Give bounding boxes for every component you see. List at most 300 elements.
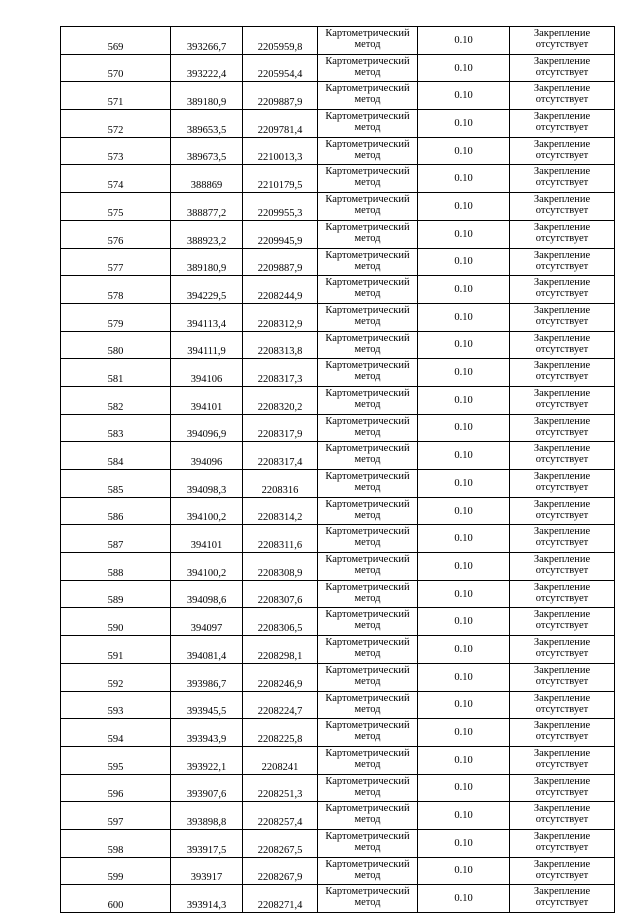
x-coordinate-cell: 394101 bbox=[171, 525, 243, 553]
method-line2: метод bbox=[354, 620, 381, 632]
fixation-cell bbox=[510, 359, 615, 387]
fix-line2: отсутствует bbox=[535, 371, 589, 383]
method-line1: Картометрический bbox=[325, 609, 410, 621]
method-line2: метод bbox=[354, 343, 381, 355]
fix-line2: отсутствует bbox=[535, 592, 589, 604]
method-line1: Картометрический bbox=[325, 775, 410, 787]
y-coordinate-cell: 2209887,9 bbox=[243, 82, 318, 110]
method-line2: метод bbox=[354, 482, 381, 493]
method-cell bbox=[318, 719, 418, 747]
method-cell bbox=[318, 636, 418, 664]
fix-line2: отсутствует bbox=[535, 758, 589, 770]
fixation-cell bbox=[510, 193, 615, 221]
accuracy-cell: 0.10 bbox=[418, 636, 510, 664]
table-row bbox=[61, 276, 615, 304]
table-row bbox=[61, 331, 615, 359]
fixation-cell bbox=[510, 165, 615, 193]
point-number-cell: 591 bbox=[61, 636, 171, 664]
point-number-cell: 597 bbox=[61, 802, 171, 830]
accuracy-cell: 0.10 bbox=[418, 857, 510, 885]
y-coordinate-cell: 2208311,6 bbox=[243, 525, 318, 553]
fixation-cell bbox=[510, 525, 615, 553]
table-row bbox=[61, 802, 615, 830]
method-cell bbox=[318, 165, 418, 193]
fix-line2: отсутствует bbox=[535, 814, 589, 826]
fix-line1: Закрепление bbox=[533, 387, 591, 399]
y-coordinate-cell: 2210179,5 bbox=[243, 165, 318, 193]
fix-line2: отсутствует bbox=[535, 703, 589, 715]
method-line2: метод bbox=[354, 94, 381, 106]
method-cell bbox=[318, 608, 418, 636]
table-row bbox=[61, 303, 615, 331]
fixation-cell bbox=[510, 580, 615, 608]
method-line1: Картометрический bbox=[325, 277, 410, 289]
point-number-cell: 571 bbox=[61, 82, 171, 110]
fixation-cell bbox=[510, 719, 615, 747]
y-coordinate-cell: 2208241 bbox=[243, 746, 318, 774]
x-coordinate-cell: 394098,6 bbox=[171, 580, 243, 608]
method-line2: метод bbox=[354, 288, 381, 300]
fix-line1: Закрепление bbox=[533, 526, 591, 538]
y-coordinate-cell: 2208312,9 bbox=[243, 303, 318, 331]
x-coordinate-cell: 393922,1 bbox=[171, 746, 243, 774]
y-coordinate-cell: 2208251,3 bbox=[243, 774, 318, 802]
y-coordinate-cell: 2209955,3 bbox=[243, 193, 318, 221]
fix-line1: Закрепление bbox=[533, 194, 591, 206]
fix-line1: Закрепление bbox=[533, 277, 591, 289]
table-row bbox=[61, 165, 615, 193]
point-number-cell: 570 bbox=[61, 54, 171, 82]
method-line1: Картометрический bbox=[325, 471, 410, 482]
method-line1: Картометрический bbox=[325, 194, 410, 206]
method-line1: Картометрический bbox=[325, 830, 410, 842]
fix-line2: отсутствует bbox=[535, 398, 589, 410]
method-line1: Картометрический bbox=[325, 747, 410, 759]
fixation-cell bbox=[510, 470, 615, 498]
fix-line1: Закрепление bbox=[533, 360, 591, 372]
fix-line1: Закрепление bbox=[533, 803, 591, 815]
table-row bbox=[61, 137, 615, 165]
method-line2: метод bbox=[354, 149, 381, 161]
table-row bbox=[61, 608, 615, 636]
accuracy-cell: 0.10 bbox=[418, 303, 510, 331]
fixation-cell bbox=[510, 386, 615, 414]
y-coordinate-cell: 2208267,9 bbox=[243, 857, 318, 885]
method-cell bbox=[318, 442, 418, 470]
point-number-cell: 592 bbox=[61, 663, 171, 691]
point-number-cell: 578 bbox=[61, 276, 171, 304]
accuracy-cell: 0.10 bbox=[418, 470, 510, 498]
x-coordinate-cell: 389180,9 bbox=[171, 248, 243, 276]
x-coordinate-cell: 389180,9 bbox=[171, 82, 243, 110]
fix-line1: Закрепление bbox=[533, 249, 591, 261]
fix-line1: Закрепление bbox=[533, 747, 591, 759]
table-row bbox=[61, 359, 615, 387]
fix-line2: отсутствует bbox=[535, 232, 589, 244]
method-cell bbox=[318, 829, 418, 857]
method-line1: Картометрический bbox=[325, 886, 410, 898]
method-line2: метод bbox=[354, 66, 381, 78]
fix-line2: отсутствует bbox=[535, 315, 589, 327]
method-line1: Картометрический bbox=[325, 221, 410, 233]
method-line1: Картометрический bbox=[325, 664, 410, 676]
table-row bbox=[61, 27, 615, 55]
method-cell bbox=[318, 663, 418, 691]
point-number-cell: 593 bbox=[61, 691, 171, 719]
method-cell bbox=[318, 386, 418, 414]
point-number-cell: 585 bbox=[61, 470, 171, 498]
x-coordinate-cell: 393917,5 bbox=[171, 829, 243, 857]
method-line2: метод bbox=[354, 869, 381, 881]
method-line1: Картометрический bbox=[325, 858, 410, 870]
fix-line1: Закрепление bbox=[533, 775, 591, 787]
method-cell bbox=[318, 497, 418, 525]
point-number-cell: 600 bbox=[61, 885, 171, 913]
accuracy-cell: 0.10 bbox=[418, 442, 510, 470]
fixation-cell bbox=[510, 663, 615, 691]
fix-line2: отсутствует bbox=[535, 675, 589, 687]
fix-line1: Закрепление bbox=[533, 581, 591, 593]
method-line1: Картометрический bbox=[325, 55, 410, 67]
method-line1: Картометрический bbox=[325, 554, 410, 566]
fix-line1: Закрепление bbox=[533, 55, 591, 67]
y-coordinate-cell: 2209781,4 bbox=[243, 110, 318, 138]
method-line1: Картометрический bbox=[325, 111, 410, 123]
method-line2: метод bbox=[354, 537, 381, 549]
fix-line1: Закрепление bbox=[533, 83, 591, 95]
method-line2: метод bbox=[354, 758, 381, 770]
method-line2: метод bbox=[354, 509, 381, 521]
fixation-cell bbox=[510, 276, 615, 304]
fix-line2: отсутствует bbox=[535, 731, 589, 743]
fix-line2: отсутствует bbox=[535, 177, 589, 189]
y-coordinate-cell: 2208317,4 bbox=[243, 442, 318, 470]
table-row bbox=[61, 248, 615, 276]
y-coordinate-cell: 2210013,3 bbox=[243, 137, 318, 165]
fixation-cell bbox=[510, 497, 615, 525]
fix-line1: Закрепление bbox=[533, 664, 591, 676]
point-number-cell: 579 bbox=[61, 303, 171, 331]
fix-line1: Закрепление bbox=[533, 609, 591, 621]
method-line2: метод bbox=[354, 814, 381, 826]
method-line2: метод bbox=[354, 426, 381, 438]
y-coordinate-cell: 2208307,6 bbox=[243, 580, 318, 608]
method-line2: метод bbox=[354, 841, 381, 853]
x-coordinate-cell: 388923,2 bbox=[171, 220, 243, 248]
method-line1: Картометрический bbox=[325, 720, 410, 732]
fix-line2: отсутствует bbox=[535, 620, 589, 632]
fix-line1: Закрепление bbox=[533, 554, 591, 566]
fix-line1: Закрепление bbox=[533, 221, 591, 233]
method-cell bbox=[318, 470, 418, 498]
method-cell bbox=[318, 303, 418, 331]
fixation-cell bbox=[510, 829, 615, 857]
method-line2: метод bbox=[354, 398, 381, 410]
x-coordinate-cell: 389673,5 bbox=[171, 137, 243, 165]
method-line2: метод bbox=[354, 122, 381, 134]
point-number-cell: 586 bbox=[61, 497, 171, 525]
table-row bbox=[61, 470, 615, 498]
accuracy-cell: 0.10 bbox=[418, 165, 510, 193]
table-row bbox=[61, 110, 615, 138]
method-line2: метод bbox=[354, 897, 381, 909]
table-row bbox=[61, 885, 615, 913]
fixation-cell bbox=[510, 553, 615, 581]
x-coordinate-cell: 394113,4 bbox=[171, 303, 243, 331]
table-row bbox=[61, 525, 615, 553]
accuracy-cell: 0.10 bbox=[418, 110, 510, 138]
accuracy-cell: 0.10 bbox=[418, 885, 510, 913]
fix-line2: отсутствует bbox=[535, 482, 589, 493]
fix-line1: Закрепление bbox=[533, 471, 591, 482]
table-row bbox=[61, 414, 615, 442]
point-number-cell: 580 bbox=[61, 331, 171, 359]
method-line1: Картометрический bbox=[325, 28, 410, 39]
fixation-cell bbox=[510, 885, 615, 913]
fix-line2: отсутствует bbox=[535, 260, 589, 272]
method-cell bbox=[318, 746, 418, 774]
method-line2: метод bbox=[354, 675, 381, 687]
method-cell bbox=[318, 359, 418, 387]
method-cell bbox=[318, 27, 418, 55]
y-coordinate-cell: 2205959,8 bbox=[243, 27, 318, 55]
method-line1: Картометрический bbox=[325, 166, 410, 178]
fix-line1: Закрепление bbox=[533, 332, 591, 344]
fix-line1: Закрепление bbox=[533, 304, 591, 316]
method-line1: Картометрический bbox=[325, 304, 410, 316]
fix-line1: Закрепление bbox=[533, 498, 591, 510]
point-number-cell: 572 bbox=[61, 110, 171, 138]
fixation-cell bbox=[510, 746, 615, 774]
table-row bbox=[61, 442, 615, 470]
point-number-cell: 581 bbox=[61, 359, 171, 387]
point-number-cell: 574 bbox=[61, 165, 171, 193]
y-coordinate-cell: 2208317,9 bbox=[243, 414, 318, 442]
fix-line2: отсутствует bbox=[535, 343, 589, 355]
method-cell bbox=[318, 331, 418, 359]
method-line1: Картометрический bbox=[325, 637, 410, 649]
method-line2: метод bbox=[354, 565, 381, 577]
fix-line2: отсутствует bbox=[535, 648, 589, 660]
method-cell bbox=[318, 802, 418, 830]
fixation-cell bbox=[510, 802, 615, 830]
fix-line1: Закрепление bbox=[533, 166, 591, 178]
point-number-cell: 598 bbox=[61, 829, 171, 857]
fixation-cell bbox=[510, 636, 615, 664]
fix-line1: Закрепление bbox=[533, 720, 591, 732]
y-coordinate-cell: 2205954,4 bbox=[243, 54, 318, 82]
y-coordinate-cell: 2208244,9 bbox=[243, 276, 318, 304]
fixation-cell bbox=[510, 608, 615, 636]
point-number-cell: 594 bbox=[61, 719, 171, 747]
table-row bbox=[61, 386, 615, 414]
accuracy-cell: 0.10 bbox=[418, 276, 510, 304]
method-line1: Картометрический bbox=[325, 803, 410, 815]
fixation-cell bbox=[510, 82, 615, 110]
table-row bbox=[61, 54, 615, 82]
y-coordinate-cell: 2208320,2 bbox=[243, 386, 318, 414]
fix-line2: отсутствует bbox=[535, 205, 589, 217]
y-coordinate-cell: 2208225,8 bbox=[243, 719, 318, 747]
fix-line2: отсутствует bbox=[535, 869, 589, 881]
method-line2: метод bbox=[354, 260, 381, 272]
method-cell bbox=[318, 54, 418, 82]
fixation-cell bbox=[510, 774, 615, 802]
x-coordinate-cell: 394100,2 bbox=[171, 553, 243, 581]
method-line2: метод bbox=[354, 786, 381, 798]
table-row bbox=[61, 663, 615, 691]
method-line2: метод bbox=[354, 592, 381, 604]
fix-line1: Закрепление bbox=[533, 637, 591, 649]
x-coordinate-cell: 393917 bbox=[171, 857, 243, 885]
x-coordinate-cell: 394096,9 bbox=[171, 414, 243, 442]
method-cell bbox=[318, 774, 418, 802]
fixation-cell bbox=[510, 442, 615, 470]
table-row bbox=[61, 774, 615, 802]
fixation-cell bbox=[510, 110, 615, 138]
method-cell bbox=[318, 137, 418, 165]
accuracy-cell: 0.10 bbox=[418, 82, 510, 110]
accuracy-cell: 0.10 bbox=[418, 386, 510, 414]
coordinates-table bbox=[60, 26, 615, 913]
x-coordinate-cell: 394111,9 bbox=[171, 331, 243, 359]
method-cell bbox=[318, 248, 418, 276]
method-line1: Картометрический bbox=[325, 581, 410, 593]
method-line1: Картометрический bbox=[325, 83, 410, 95]
table-row bbox=[61, 193, 615, 221]
method-line1: Картометрический bbox=[325, 443, 410, 455]
accuracy-cell: 0.10 bbox=[418, 553, 510, 581]
table-row bbox=[61, 857, 615, 885]
x-coordinate-cell: 393943,9 bbox=[171, 719, 243, 747]
table-row bbox=[61, 829, 615, 857]
method-cell bbox=[318, 82, 418, 110]
fix-line1: Закрепление bbox=[533, 28, 591, 39]
accuracy-cell: 0.10 bbox=[418, 137, 510, 165]
table-row bbox=[61, 636, 615, 664]
x-coordinate-cell: 393266,7 bbox=[171, 27, 243, 55]
fix-line2: отсутствует bbox=[535, 841, 589, 853]
point-number-cell: 583 bbox=[61, 414, 171, 442]
accuracy-cell: 0.10 bbox=[418, 27, 510, 55]
y-coordinate-cell: 2208306,5 bbox=[243, 608, 318, 636]
x-coordinate-cell: 394101 bbox=[171, 386, 243, 414]
fixation-cell bbox=[510, 331, 615, 359]
fixation-cell bbox=[510, 691, 615, 719]
point-number-cell: 576 bbox=[61, 220, 171, 248]
accuracy-cell: 0.10 bbox=[418, 719, 510, 747]
point-number-cell: 599 bbox=[61, 857, 171, 885]
fix-line1: Закрепление bbox=[533, 443, 591, 455]
method-line2: метод bbox=[354, 232, 381, 244]
fix-line1: Закрепление bbox=[533, 138, 591, 150]
method-line2: метод bbox=[354, 731, 381, 743]
point-number-cell: 584 bbox=[61, 442, 171, 470]
method-line2: метод bbox=[354, 703, 381, 715]
accuracy-cell: 0.10 bbox=[418, 414, 510, 442]
point-number-cell: 573 bbox=[61, 137, 171, 165]
method-line2: метод bbox=[354, 315, 381, 327]
method-cell bbox=[318, 525, 418, 553]
table-row bbox=[61, 746, 615, 774]
x-coordinate-cell: 394097 bbox=[171, 608, 243, 636]
y-coordinate-cell: 2208298,1 bbox=[243, 636, 318, 664]
fix-line2: отсутствует bbox=[535, 426, 589, 438]
x-coordinate-cell: 394081,4 bbox=[171, 636, 243, 664]
coordinates-table-body bbox=[61, 27, 615, 913]
fixation-cell bbox=[510, 27, 615, 55]
y-coordinate-cell: 2208246,9 bbox=[243, 663, 318, 691]
x-coordinate-cell: 394096 bbox=[171, 442, 243, 470]
method-line1: Картометрический bbox=[325, 415, 410, 427]
y-coordinate-cell: 2208317,3 bbox=[243, 359, 318, 387]
accuracy-cell: 0.10 bbox=[418, 248, 510, 276]
point-number-cell: 587 bbox=[61, 525, 171, 553]
y-coordinate-cell: 2208314,2 bbox=[243, 497, 318, 525]
table-row bbox=[61, 691, 615, 719]
fix-line2: отсутствует bbox=[535, 94, 589, 106]
method-cell bbox=[318, 691, 418, 719]
y-coordinate-cell: 2208313,8 bbox=[243, 331, 318, 359]
accuracy-cell: 0.10 bbox=[418, 331, 510, 359]
accuracy-cell: 0.10 bbox=[418, 54, 510, 82]
method-line1: Картометрический bbox=[325, 692, 410, 704]
x-coordinate-cell: 394229,5 bbox=[171, 276, 243, 304]
point-number-cell: 575 bbox=[61, 193, 171, 221]
x-coordinate-cell: 394106 bbox=[171, 359, 243, 387]
x-coordinate-cell: 394098,3 bbox=[171, 470, 243, 498]
accuracy-cell: 0.10 bbox=[418, 691, 510, 719]
fixation-cell bbox=[510, 137, 615, 165]
fix-line2: отсутствует bbox=[535, 149, 589, 161]
fix-line1: Закрепление bbox=[533, 415, 591, 427]
method-line1: Картометрический bbox=[325, 387, 410, 399]
fix-line2: отсутствует bbox=[535, 39, 589, 50]
x-coordinate-cell: 388869 bbox=[171, 165, 243, 193]
method-cell bbox=[318, 193, 418, 221]
fix-line1: Закрепление bbox=[533, 886, 591, 898]
accuracy-cell: 0.10 bbox=[418, 774, 510, 802]
fixation-cell bbox=[510, 414, 615, 442]
method-cell bbox=[318, 857, 418, 885]
fixation-cell bbox=[510, 303, 615, 331]
accuracy-cell: 0.10 bbox=[418, 829, 510, 857]
fixation-cell bbox=[510, 54, 615, 82]
method-line2: метод bbox=[354, 454, 381, 466]
fixation-cell bbox=[510, 220, 615, 248]
method-line2: метод bbox=[354, 177, 381, 189]
x-coordinate-cell: 393898,8 bbox=[171, 802, 243, 830]
x-coordinate-cell: 394100,2 bbox=[171, 497, 243, 525]
table-row bbox=[61, 580, 615, 608]
y-coordinate-cell: 2208267,5 bbox=[243, 829, 318, 857]
fix-line2: отсутствует bbox=[535, 454, 589, 466]
x-coordinate-cell: 393945,5 bbox=[171, 691, 243, 719]
method-line1: Картометрический bbox=[325, 249, 410, 261]
fix-line2: отсутствует bbox=[535, 509, 589, 521]
method-line1: Картометрический bbox=[325, 332, 410, 344]
method-line1: Картометрический bbox=[325, 498, 410, 510]
accuracy-cell: 0.10 bbox=[418, 580, 510, 608]
fixation-cell bbox=[510, 857, 615, 885]
method-cell bbox=[318, 110, 418, 138]
table-row bbox=[61, 497, 615, 525]
fix-line1: Закрепление bbox=[533, 830, 591, 842]
y-coordinate-cell: 2208316 bbox=[243, 470, 318, 498]
table-row bbox=[61, 553, 615, 581]
accuracy-cell: 0.10 bbox=[418, 525, 510, 553]
method-cell bbox=[318, 414, 418, 442]
